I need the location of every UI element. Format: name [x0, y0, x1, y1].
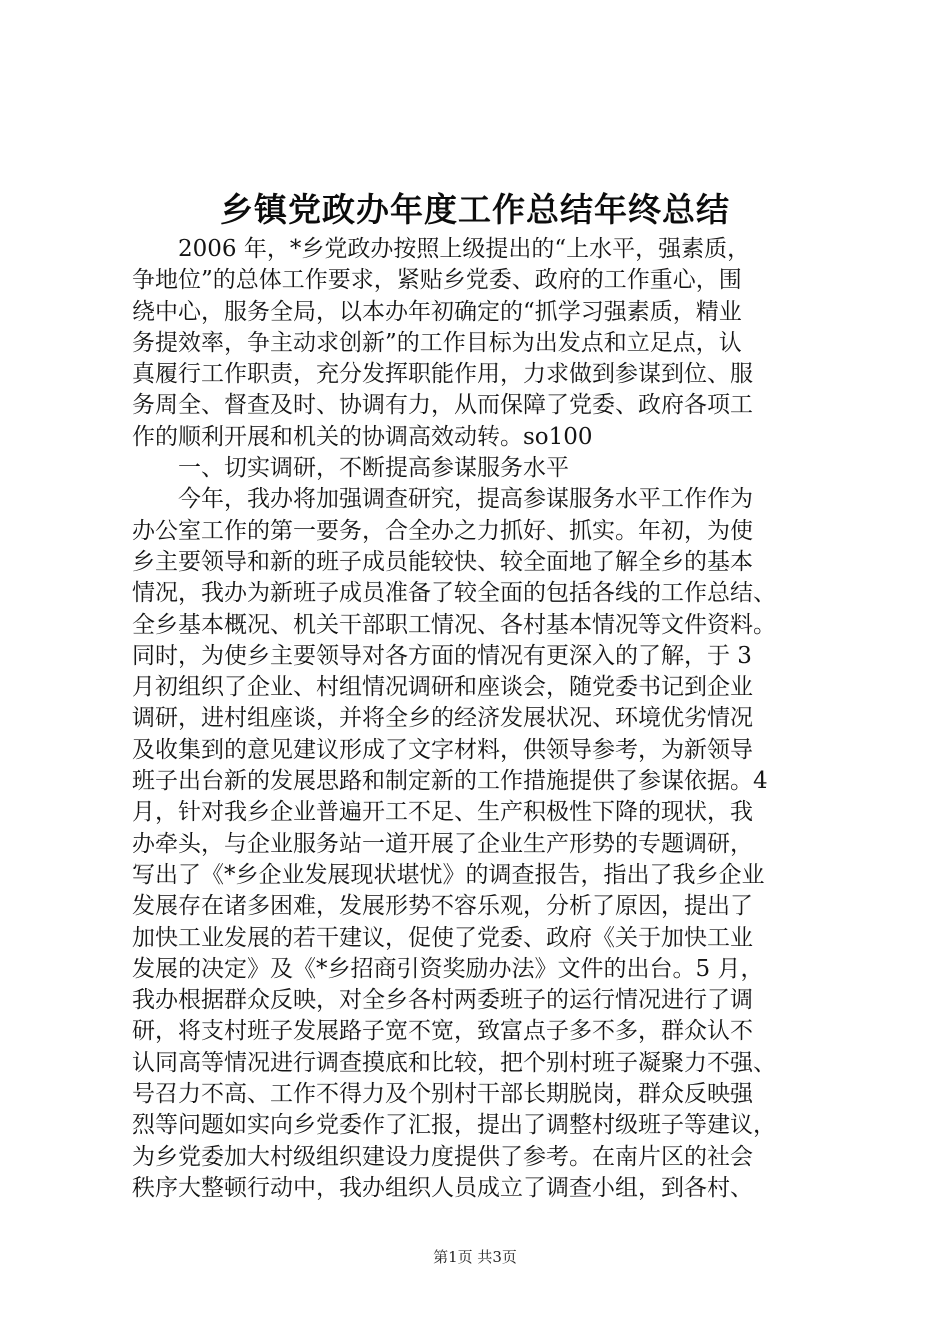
page-footer: 第1页 共3页 [433, 1248, 517, 1266]
text-line: 为乡党委加大村级组织建设力度提供了参考。在南片区的社会 [132, 1143, 753, 1170]
text-line: 情况，我办为新班子成员准备了较全面的包括各线的工作总结、 [132, 580, 776, 607]
paragraph-intro [132, 234, 832, 453]
text-line: 班子出台新的发展思路和制定新的工作措施提供了参谋依据。4 [132, 768, 768, 795]
text-line: 办牵头，与企业服务站一道开展了企业生产形势的专题调研， [132, 830, 753, 857]
document-body [132, 234, 832, 1204]
text-line: 秩序大整顿行动中，我办组织人员成立了调查小组，到各村、 [132, 1174, 753, 1201]
text-line: 真履行工作职责，充分发挥职能作用，力求做到参谋到位、服 [132, 361, 753, 388]
document-title: 乡镇党政办年度工作总结年终总结 [220, 190, 730, 229]
text-line: 月，针对我乡企业普遍开工不足、生产积极性下降的现状，我 [132, 799, 753, 826]
text-line: 同时，为使乡主要领导对各方面的情况有更深入的了解，于 3 [132, 642, 752, 669]
text-line: 绕中心，服务全局，以本办年初确定的“抓学习强素质，精业 [132, 298, 742, 325]
text-line: 争地位”的总体工作要求，紧贴乡党委、政府的工作重心，围 [132, 267, 742, 294]
text-line: 发展的决定》及《*乡招商引资奖励办法》文件的出台。5 月， [132, 955, 764, 982]
text-line: 调研，进村组座谈，并将全乡的经济发展状况、环境优劣情况 [132, 705, 753, 732]
text-line: 烈等问题如实向乡党委作了汇报，提出了调整村级班子等建议， [132, 1112, 776, 1139]
text-line: 乡主要领导和新的班子成员能较快、较全面地了解全乡的基本 [132, 548, 753, 575]
text-line: 认同高等情况进行调查摸底和比较，把个别村班子凝聚力不强、 [132, 1049, 776, 1076]
section-heading [132, 453, 832, 484]
text-line: 加快工业发展的若干建议，促使了党委、政府《关于加快工业 [132, 924, 753, 951]
text-line: 写出了《*乡企业发展现状堪忧》的调查报告，指出了我乡企业 [132, 861, 765, 888]
section-heading-text: 一、切实调研，不断提高参谋服务水平 [178, 455, 569, 482]
text-line: 我办根据群众反映，对全乡各村两委班子的运行情况进行了调 [132, 987, 753, 1014]
text-line: 月初组织了企业、村组情况调研和座谈会，随党委书记到企业 [132, 674, 753, 701]
paragraph-research [132, 484, 832, 1204]
text-line: 全乡基本概况、机关干部职工情况、各村基本情况等文件资料。 [132, 611, 776, 638]
text-line: 务提效率，争主动求创新”的工作目标为出发点和立足点，认 [132, 329, 742, 356]
text-line: 发展存在诸多困难，发展形势不容乐观，分析了原因，提出了 [132, 893, 753, 920]
text-line: 作的顺利开展和机关的协调高效动转。so100 [132, 423, 593, 450]
text-line: 号召力不高、工作不得力及个别村干部长期脱岗，群众反映强 [132, 1081, 753, 1108]
text-line: 今年，我办将加强调查研究，提高参谋服务水平工作作为 [178, 486, 753, 513]
text-line: 及收集到的意见建议形成了文字材料，供领导参考，为新领导 [132, 736, 753, 763]
text-line: 2006 年，*乡党政办按照上级提出的“上水平，强素质， [178, 236, 751, 262]
text-line: 务周全、督查及时、协调有力，从而保障了党委、政府各项工 [132, 392, 753, 419]
text-line: 研，将支村班子发展路子宽不宽，致富点子多不多，群众认不 [132, 1018, 753, 1045]
text-line: 办公室工作的第一要务，合全办之力抓好、抓实。年初，为使 [132, 517, 753, 544]
